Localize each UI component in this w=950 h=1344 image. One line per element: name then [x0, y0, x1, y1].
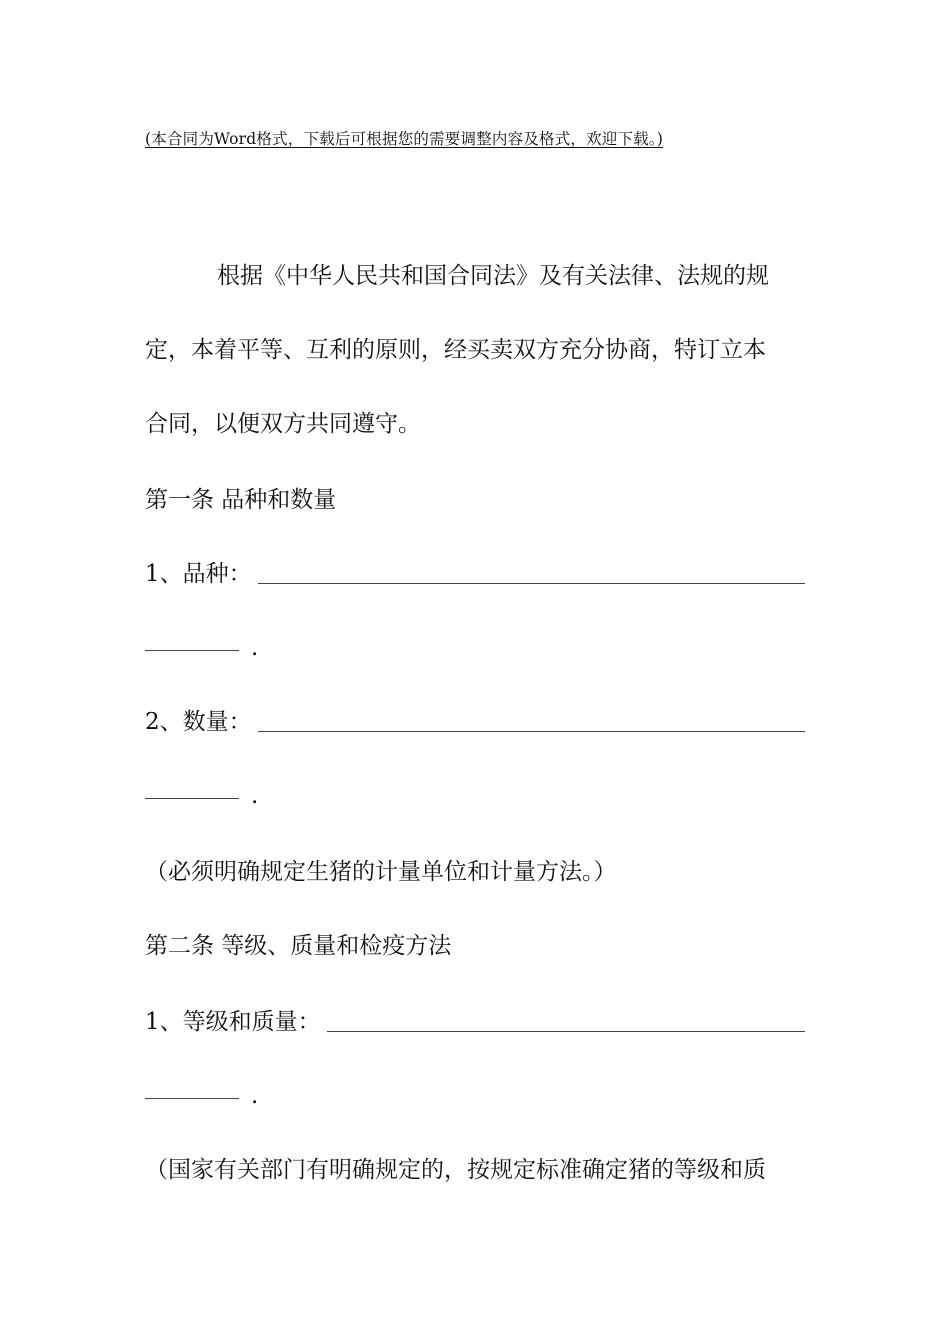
intro-line-3: 合同，以便双方共同遵守。 [145, 411, 421, 437]
quantity-label: 2、数量： [145, 709, 252, 735]
grade-quality-label: 1、等级和质量： [145, 1009, 321, 1035]
grade-quality-blank-end [145, 1097, 239, 1099]
variety-label: 1、品种： [145, 561, 252, 587]
article-1-note: （必须明确规定生猪的计量单位和计量方法。） [145, 859, 617, 885]
format-notice: (本合同为Word格式，下载后可根据您的需要调整内容及格式，欢迎下载。) [145, 130, 664, 148]
article-2-heading: 第二条 等级、质量和检疫方法 [145, 933, 452, 959]
quantity-field-row [145, 706, 805, 738]
variety-blank-end [145, 649, 239, 651]
grade-quality-period: . [251, 1083, 259, 1109]
intro-line-2: 定，本着平等、互利的原则，经买卖双方充分协商，特订立本 [145, 337, 766, 363]
quantity-blank [258, 730, 805, 732]
grade-quality-blank-continuation [145, 1080, 805, 1112]
intro-line-1: 根据《中华人民共和国合同法》及有关法律、法规的规 [217, 263, 769, 289]
grade-quality-field-row [145, 1006, 805, 1038]
quantity-blank-end [145, 797, 239, 799]
variety-field-row [145, 558, 805, 590]
quantity-blank-continuation [145, 780, 805, 812]
article-2-note: （国家有关部门有明确规定的，按规定标准确定猪的等级和质 [145, 1157, 766, 1183]
variety-blank [258, 582, 805, 584]
quantity-period: . [251, 783, 259, 809]
grade-quality-blank [327, 1030, 805, 1032]
variety-blank-continuation [145, 632, 805, 664]
article-1-heading: 第一条 品种和数量 [145, 487, 337, 513]
variety-period: . [251, 635, 259, 661]
